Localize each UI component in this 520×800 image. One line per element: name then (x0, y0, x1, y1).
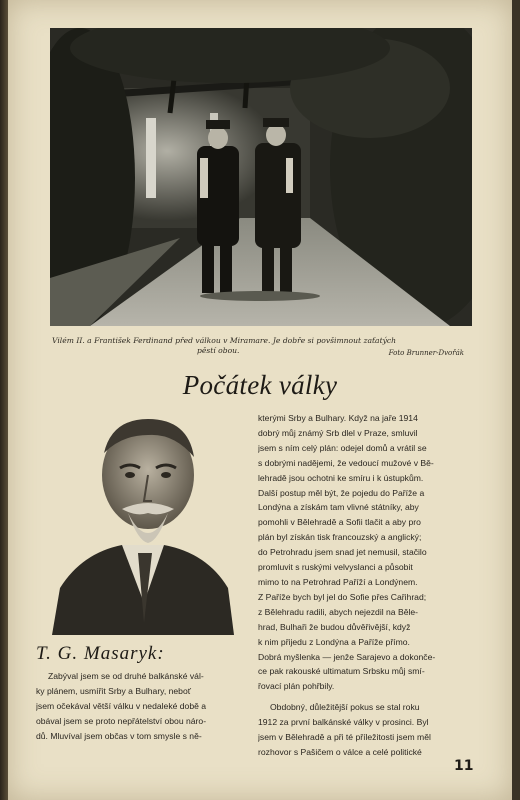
right-p2-line-3: jsem v Bělehradě a při té příležitosti jsem měl (258, 732, 431, 743)
right-p1-line-1: kterými Srby a Bulhary. Když na jaře 1914 (258, 413, 418, 423)
right-p1-line-19: řovací plán pohřbily. (258, 681, 335, 692)
page-number: 11 (454, 758, 474, 774)
right-p1-line-13: Z Paříže bych byl jel do Sofie přes Cařihrad; (258, 591, 427, 602)
left-line-4: obával jsem se proto nepřátelství obou náro- (36, 715, 207, 726)
right-p1-line-6: Další postup měl být, že pojedu do Paříže a (258, 487, 425, 498)
photo-illustration (50, 28, 472, 326)
article-title: Počátek války (182, 370, 338, 400)
right-p1-line-14: z Bělehradu radili, abych nejezdil na Běle- (258, 606, 419, 617)
right-p1-line-7: Londýna a získám tam vlivné státníky, aby (258, 502, 419, 513)
right-p1-line-10: do Petrohradu jsem snad jet nemusil, stačilo (258, 547, 427, 558)
right-p1-line-9: plán byl získán tisk francouzský a anglický; (258, 532, 422, 543)
right-p2-line-4: rozhovor s Pašičem o válce a celé politické (258, 746, 422, 757)
right-p1-line-12: mimo to na Petrohrad Paříží a Londýnem. (258, 576, 418, 587)
right-p1-line-3: jsem s ním celý plán: odejel domů a vrátil se (258, 442, 427, 453)
left-line-5: dů. Mluvíval jsem občas v tom smysle s ně- (36, 730, 202, 741)
caption-line-2: pěstí obou. (197, 346, 240, 355)
right-p2-line-2: 1912 za první balkánské války v prosinci. Byl (258, 717, 429, 728)
left-line-1: Zabýval jsem se od druhé balkánské vál- (48, 671, 204, 681)
right-p1-line-16: k nim přijedu z Londýna a Paříže přímo. (258, 636, 410, 647)
right-text-column (258, 411, 472, 760)
left-line-2: ky plánem, usmířit Srby a Bulhary, neboť (36, 685, 191, 696)
caption-line-1: Vilém II. a František Ferdinand před válkou v Miramare. Je dobře si povšimnout zaťatých (52, 336, 397, 345)
left-line-3: jsem očekával větší válku v nedaleké době a (36, 700, 207, 711)
right-p1-line-8: pomohli v Bělehradě a Sofii tlačit a aby pro (258, 517, 421, 528)
portrait-illustration (52, 413, 234, 635)
right-p1-line-11: promluvit s ruskými velvyslanci a působit (258, 562, 413, 573)
book-spine-shadow (0, 0, 8, 800)
right-p1-line-5: lehradě jsou ochotni ke smíru i k ústupkům. (258, 472, 424, 483)
right-p1-line-4: s dobrými nadějemi, že vedoucí mužové v Bě- (258, 457, 434, 468)
historical-photo (50, 28, 472, 326)
right-p1-line-2: dobrý můj známý Srb dlel v Praze, smluvil (258, 427, 418, 438)
right-p2-line-1: Obdobný, důležitější pokus se stal roku (270, 702, 420, 713)
photo-caption (52, 336, 472, 356)
masaryk-portrait (52, 413, 234, 635)
right-p1-line-17: Dobrá myšlenka — jenže Sarajevo a dokonče- (258, 651, 436, 662)
left-text-column (36, 669, 250, 744)
article-author: T. G. Masaryk: (36, 643, 165, 664)
photo-credit: Foto Brunner-Dvořák (388, 349, 464, 357)
right-p1-line-18: ce pak rakouské ultimatum Srbsku můj smí- (258, 666, 425, 677)
right-p1-line-15: hrad, Bulhaři že budou důvěřivější, když (258, 621, 411, 632)
